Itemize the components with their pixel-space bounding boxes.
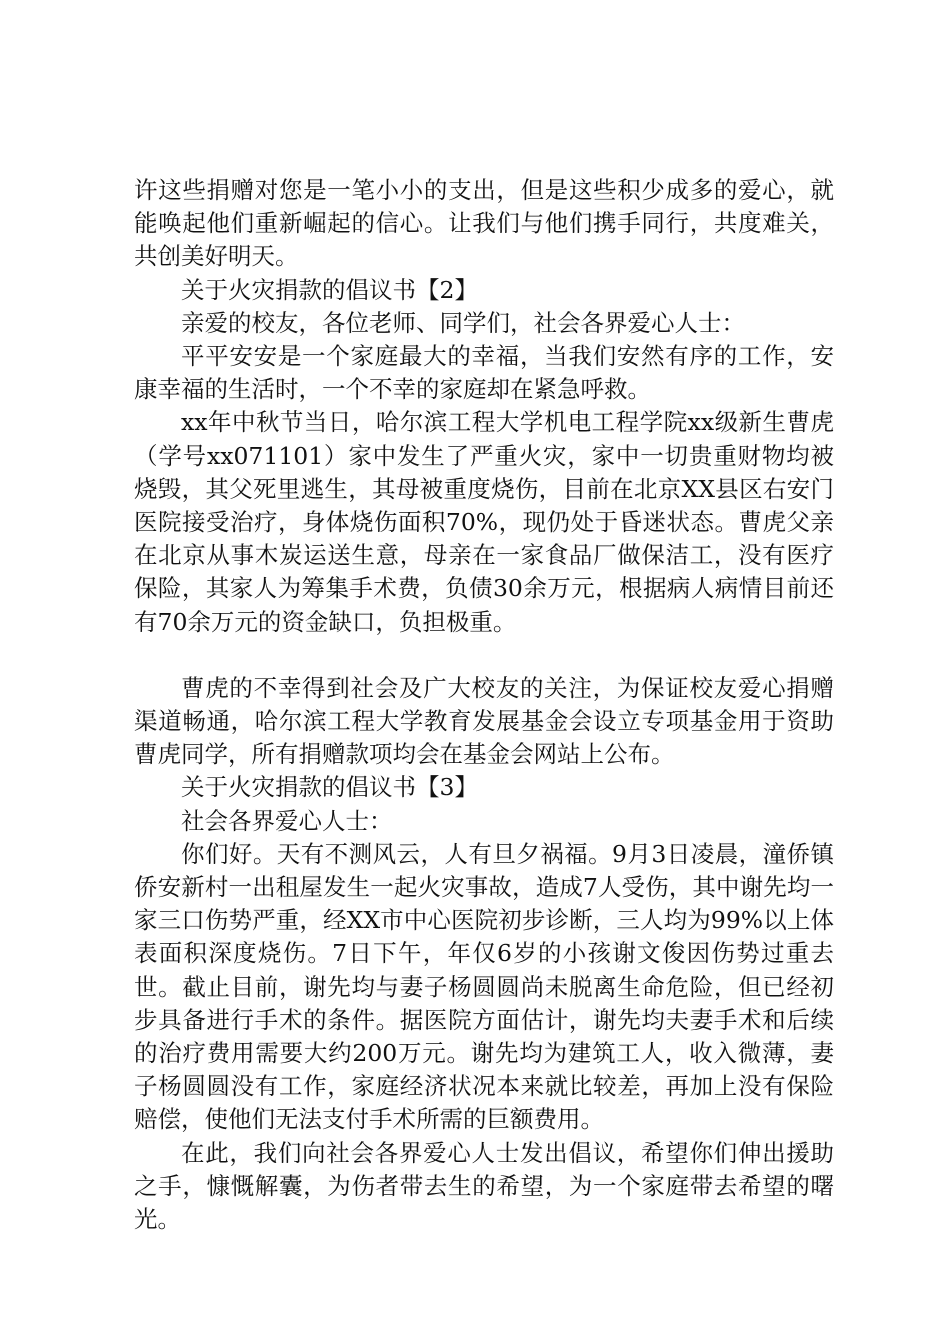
document-body — [134, 174, 834, 1236]
paragraph-intro-2: 平平安安是一个家庭最大的幸福，当我们安然有序的工作，安康幸福的生活时，一个不幸的家庭却在紧急呼救。 — [134, 342, 834, 404]
paragraph-fund-2: 曹虎的不幸得到社会及广大校友的关注，为保证校友爱心捐赠渠道畅通，哈尔滨工程大学教育发展基金会设立专项基金用于资助曹虎同学，所有捐赠款项均会在基金会网站上公布。 — [134, 673, 834, 769]
paragraph-appeal-3: 在此，我们向社会各界爱心人士发出倡议，希望你们伸出援助之手，慷慨解囊，为伤者带去生的希望，为一个家庭带去希望的曙光。 — [134, 1138, 834, 1234]
blank-line — [134, 639, 834, 672]
paragraph-incident-2: xx年中秋节当日，哈尔滨工程大学机电工程学院xx级新生曹虎（学号xx071101）家中发生了严重火灾，家中一切贵重财物均被烧毁，其父死里逃生，其母被重度烧伤，目前在北京XX县区右安门医院接受治疗，身体烧伤面积70%，现仍处于昏迷状态。曹虎父亲在北京从事木炭运送生意，母亲在一家食品厂做保洁工，没有医疗保险，其家人为筹集手术费，负债30余万元，根据病人病情目前还有70余万元的资金缺口，负担极重。 — [134, 408, 834, 636]
salutation-3: 社会各界爱心人士： — [181, 806, 393, 835]
section-heading-3: 关于火灾捐款的倡议书【3】 — [181, 773, 478, 802]
salutation-2: 亲爱的校友，各位老师、同学们，社会各界爱心人士： — [181, 308, 745, 337]
section-heading-2: 关于火灾捐款的倡议书【2】 — [181, 275, 478, 304]
paragraph-incident-3: 你们好。天有不测风云，人有旦夕祸福。9月3日凌晨，潼侨镇侨安新村一出租屋发生一起火灾事故，造成7人受伤，其中谢先均一家三口伤势严重，经XX市中心医院初步诊断，三人均为99%以上体表面积深度烧伤。7日下午，年仅6岁的小孩谢文俊因伤势过重去世。截止目前，谢先均与妻子杨圆圆尚未脱离生命危险，但已经初步具备进行手术的条件。据医院方面估计，谢先均夫妻手术和后续的治疗费用需要大约200万元。谢先均为建筑工人，收入微薄，妻子杨圆圆没有工作，家庭经济状况本来就比较差，再加上没有保险赔偿，使他们无法支付手术所需的巨额费用。 — [134, 839, 834, 1134]
paragraph-continuation: 许这些捐赠对您是一笔小小的支出，但是这些积少成多的爱心，就能唤起他们重新崛起的信心。让我们与他们携手同行，共度难关，共创美好明天。 — [134, 176, 834, 271]
